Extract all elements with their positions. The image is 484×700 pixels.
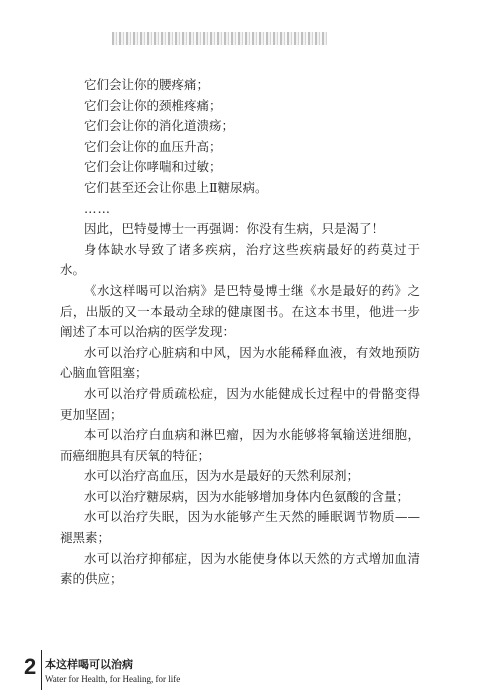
scan-artifact (112, 32, 327, 45)
paragraph: 水可以治疗失眠，因为水能够产生天然的睡眠调节物质——褪黑素； (60, 509, 420, 546)
footer-divider (41, 650, 42, 690)
paragraph: 水可以治疗骨质疏松症，因为水能健成长过程中的骨骼变得更加坚固； (60, 385, 420, 422)
list-line: 它们会让你的腰疼痛； (84, 77, 210, 92)
list-line: 它们会让你的消化道溃疡； (84, 118, 235, 134)
paragraph: 水可以治疗高血压，因为水是最好的天然利尿剂； (84, 468, 360, 484)
ellipsis: …… (84, 200, 111, 216)
list-line: 它们甚至还会让你患上Ⅱ糖尿病。 (84, 179, 268, 195)
page-number: 2 (24, 654, 37, 679)
paragraph: 《水这样喝可以治病》是巴特曼博士继《水是最好的药》之后，出版的又一本最动全球的健康图书。在这本书里，他进一步阐述了本可以治病的医学发现： (60, 282, 420, 340)
page-body (60, 75, 420, 590)
book-title-en: Water for Health, for Healing, for life (45, 674, 181, 684)
list-line: 它们会让你的颈椎疼痛； (84, 97, 222, 113)
paragraph: 水可以治疗糖尿病，因为水能够增加身体内色氨酸的含量； (84, 488, 410, 504)
list-line: 它们会让你的血压升高； (84, 138, 222, 154)
book-title-cn: 本这样喝可以治病 (45, 658, 133, 671)
paragraph: 因此，巴特曼博士一再强调：你没有生病，只是渴了！ (84, 221, 385, 237)
paragraph: 身体缺水导致了诸多疾病，治疗这些疾病最好的药莫过于水。 (60, 241, 420, 278)
paragraph: 水可以治疗心脏病和中风，因为水能稀释血液，有效地预防心脑血管阻塞； (60, 344, 420, 381)
list-line: 它们会让你哮喘和过敏； (84, 159, 222, 175)
paragraph: 本可以治疗白血病和淋巴瘤，因为水能够将氧输送进细胞，而癌细胞具有厌氧的特征； (60, 427, 420, 463)
paragraph: 水可以治疗抑郁症，因为水能使身体以天然的方式增加血清素的供应； (60, 550, 420, 587)
